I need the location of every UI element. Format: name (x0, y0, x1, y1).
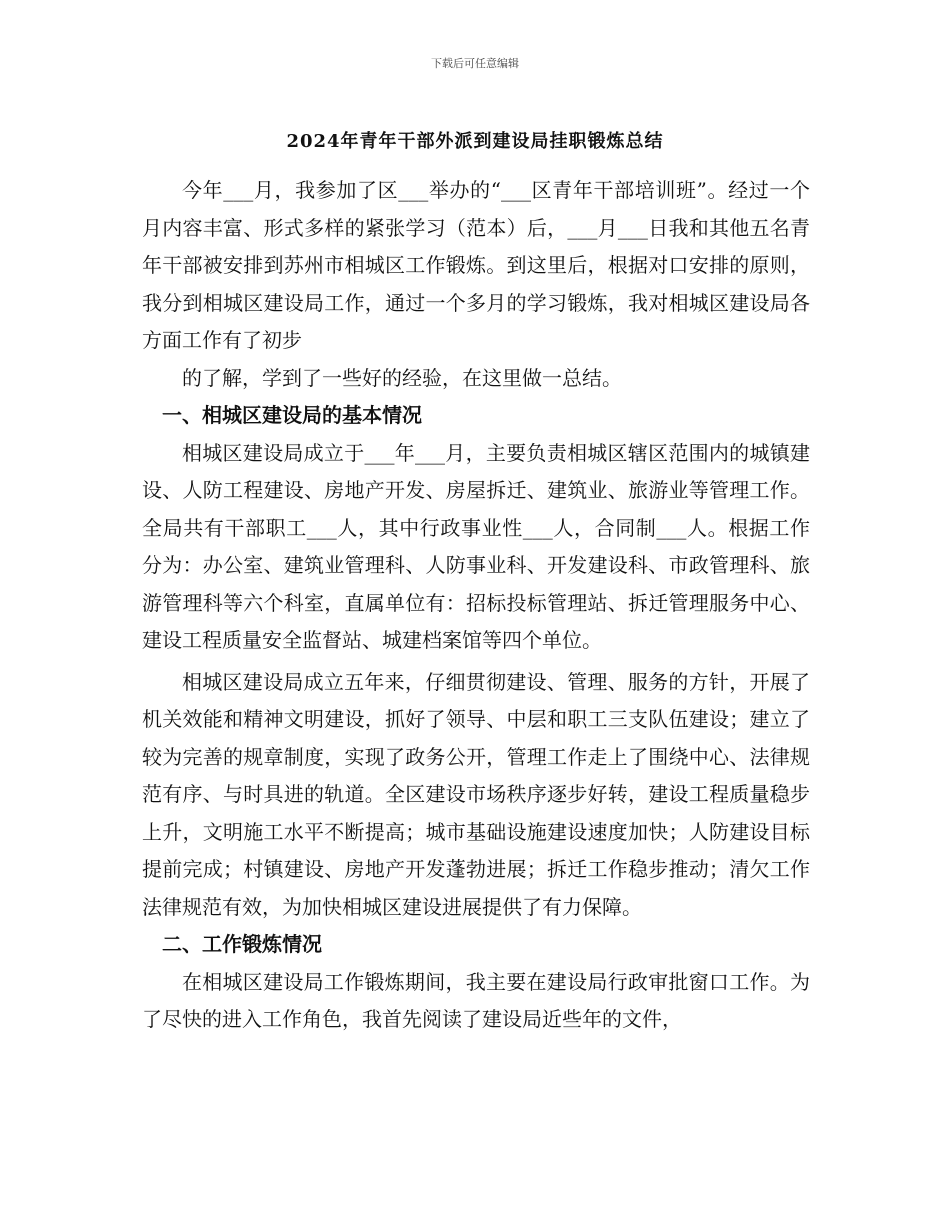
page-header-note: 下载后可任意编辑 (431, 57, 519, 70)
document-body (142, 172, 810, 1039)
section-heading-basic-info: 一、相城区建设局的基本情况 (162, 403, 422, 427)
paragraph-basic-info: 相城区建设局成立于___年___月，主要负责相城区辖区范围内的城镇建设、人防工程建设、房地产开发、房屋拆迁、建筑业、旅游业等管理工作。全局共有干部职工___人，其中行政事业性___人，合同制___人。根据工作分为：办公室、建筑业管理科、人防事业科、开发建设科、市政管理科、旅游管理科等六个科室，直属单位有：招标投标管理站、拆迁管理服务中心、建设工程质量安全监督站、城建档案馆等四个单位。 (142, 440, 810, 652)
section-heading-work-training: 二、工作锻炼情况 (162, 932, 322, 956)
paragraph-achievements: 相城区建设局成立五年来，仔细贯彻建设、管理、服务的方针，开展了机关效能和精神文明建设，抓好了领导、中层和职工三支队伍建设；建立了较为完善的规章制度，实现了政务公开，管理工作走上了围绕中心、法律规范有序、与时具进的轨道。全区建设市场秩序逐步好转，建设工程质量稳步上升，文明施工水平不断提高；城市基础设施建设速度加快；人防建设目标提前完成；村镇建设、房地产开发蓬勃进展；拆迁工作稳步推动；清欠工作法律规范有效，为加快相城区建设进展提供了有力保障。 (142, 669, 810, 919)
paragraph-intro: 今年___月，我参加了区___举办的“___区青年干部培训班”。经过一个月内容丰富、形式多样的紧张学习（范本）后，___月___日我和其他五名青年干部被安排到苏州市相城区工作锻炼。到这里后，根据对口安排的原则，我分到相城区建设局工作，通过一个多月的学习锻炼，我对相城区建设局各方面工作有了初步 (142, 178, 810, 352)
paragraph-work-training: 在相城区建设局工作锻炼期间，我主要在建设局行政审批窗口工作。为了尽快的进入工作角色，我首先阅读了建设局近些年的文件， (142, 969, 810, 1031)
document-title: 2024年青年干部外派到建设局挂职锻炼总结 (286, 131, 664, 152)
paragraph-intro-continued: 的了解，学到了一些好的经验，在这里做一总结。 (182, 365, 622, 390)
